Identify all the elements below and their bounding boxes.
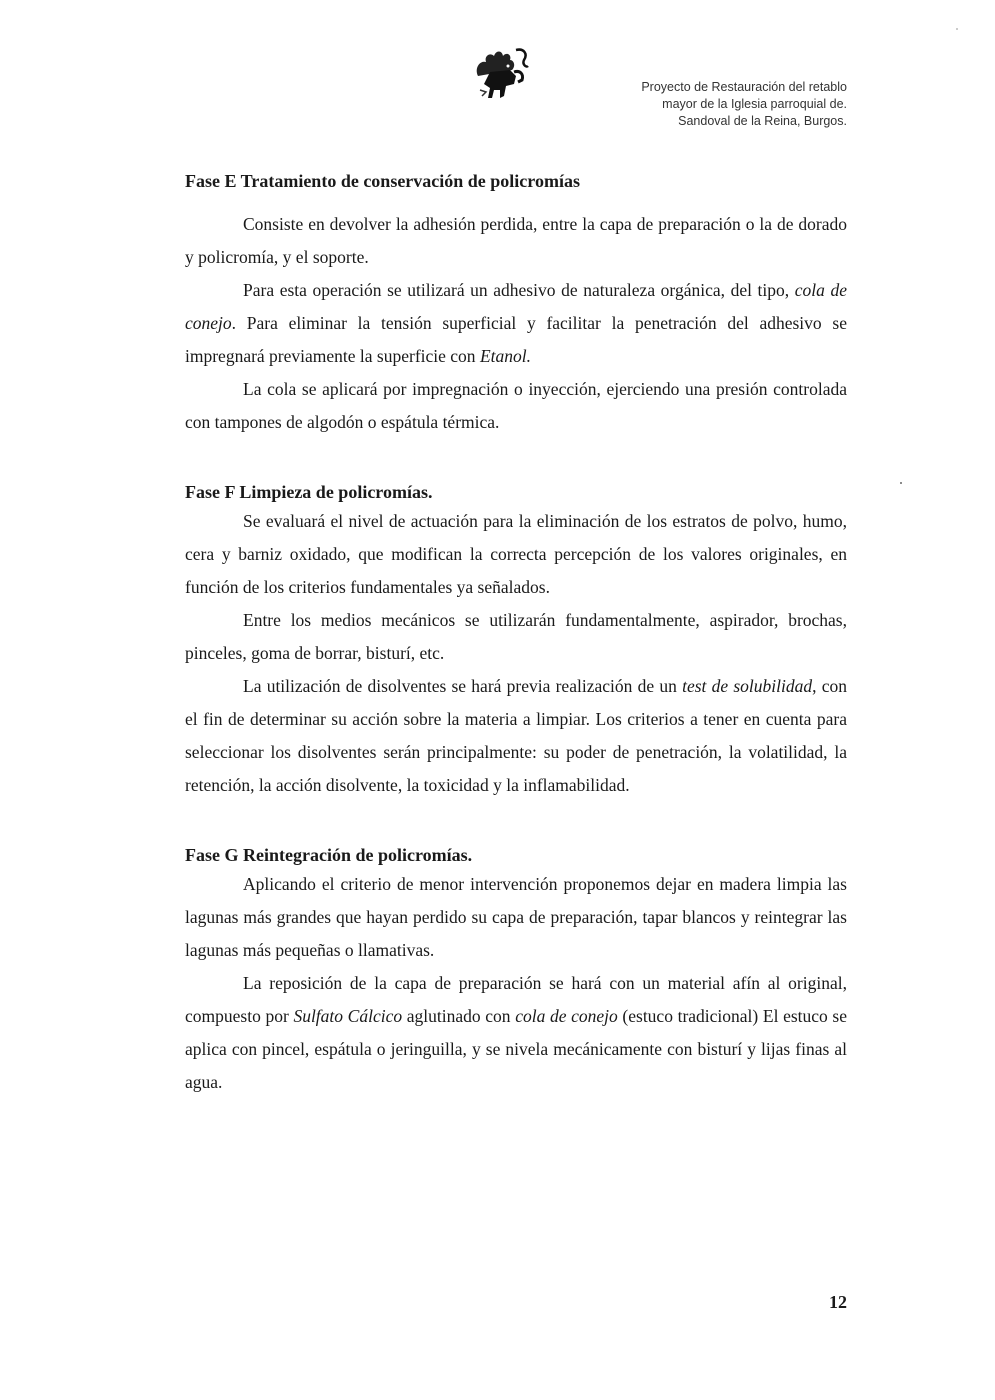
fase-e-p2-text-a: Para esta operación se utilizará un adhesivo de naturaleza orgánica, del tipo, (243, 280, 795, 300)
section-title-fase-g: Fase G Reintegración de policromías. (185, 845, 473, 865)
header-line-3: Sandoval de la Reina, Burgos. (678, 114, 847, 128)
fase-e-p2-text-b: . Para eliminar la tensión superficial y facilitar la penetración del adhesivo se impregnará previamente la superficie con (185, 313, 847, 366)
fase-g-p2-emphasis-1: Sulfato Cálcico (293, 1006, 403, 1026)
fase-e-paragraph-1: Consiste en devolver la adhesión perdida, entre la capa de preparación o la de dorado y policromía, y el soporte. (185, 214, 847, 267)
fase-g-p2-text-b: aglutinado con (402, 1006, 516, 1026)
fase-g-paragraph-2 (185, 967, 847, 1099)
fase-g-p2-text-a: La reposición de la capa de preparación se hará con un material afín al original, compuesto por (185, 973, 847, 1026)
fase-f-p3-text-a: La utilización de disolventes se hará previa realización de un (243, 676, 683, 696)
section-title-fase-e: Fase E Tratamiento de conservación de policromías (185, 171, 580, 191)
header-line-1: Proyecto de Restauración del retablo (641, 80, 847, 94)
heraldic-lion-logo-icon (470, 46, 536, 102)
project-header (590, 79, 847, 130)
scan-speck (956, 28, 958, 30)
header-line-2: mayor de la Iglesia parroquial de. (662, 97, 847, 111)
fase-f-p3-text-b: , con el fin de determinar su acción sobre la materia a limpiar. Los criterios a tener en cuenta para seleccionar los disolventes serán principalmente: su poder de penetración, la volatilidad, la retención, la acción disolvente, la toxicidad y la inflamabilidad. (185, 676, 847, 795)
scan-speck (900, 482, 902, 484)
fase-e-paragraph-2 (185, 274, 847, 373)
fase-g-p2-emphasis-2: cola de conejo (515, 1006, 618, 1026)
fase-f-p3-emphasis: test de solubilidad (682, 676, 813, 696)
fase-f-paragraph-3 (185, 670, 847, 802)
fase-f-paragraph-1: Se evaluará el nivel de actuación para la eliminación de los estratos de polvo, humo, cera y barniz oxidado, que modifican la correcta percepción de los valores originales, en función de los criterios fundamentales ya señalados. (185, 511, 847, 597)
fase-f-paragraph-2: Entre los medios mecánicos se utilizarán fundamentalmente, aspirador, brochas, pinceles, goma de borrar, bisturí, etc. (185, 610, 847, 663)
fase-g-p2-text-c: (estuco tradicional) El estuco se aplica con pincel, espátula o jeringuilla, y se nivela mecánicamente con bisturí y lijas finas al agua. (185, 1006, 848, 1092)
fase-e-p2-emphasis-1: cola de conejo (185, 280, 847, 333)
fase-e-paragraph-3: La cola se aplicará por impregnación o inyección, ejerciendo una presión controlada con tampones de algodón o espátula térmica. (185, 379, 847, 432)
document-body (185, 168, 847, 1099)
fase-g-paragraph-1: Aplicando el criterio de menor intervención proponemos dejar en madera limpia las lagunas más grandes que hayan perdido su capa de preparación, tapar blancos y reintegrar las lagunas más pequeñas o llamativas. (185, 874, 847, 960)
fase-e-p2-emphasis-2: Etanol. (479, 346, 531, 366)
page-number: 12 (829, 1292, 847, 1312)
section-title-fase-f: Fase F Limpieza de policromías. (185, 482, 433, 502)
